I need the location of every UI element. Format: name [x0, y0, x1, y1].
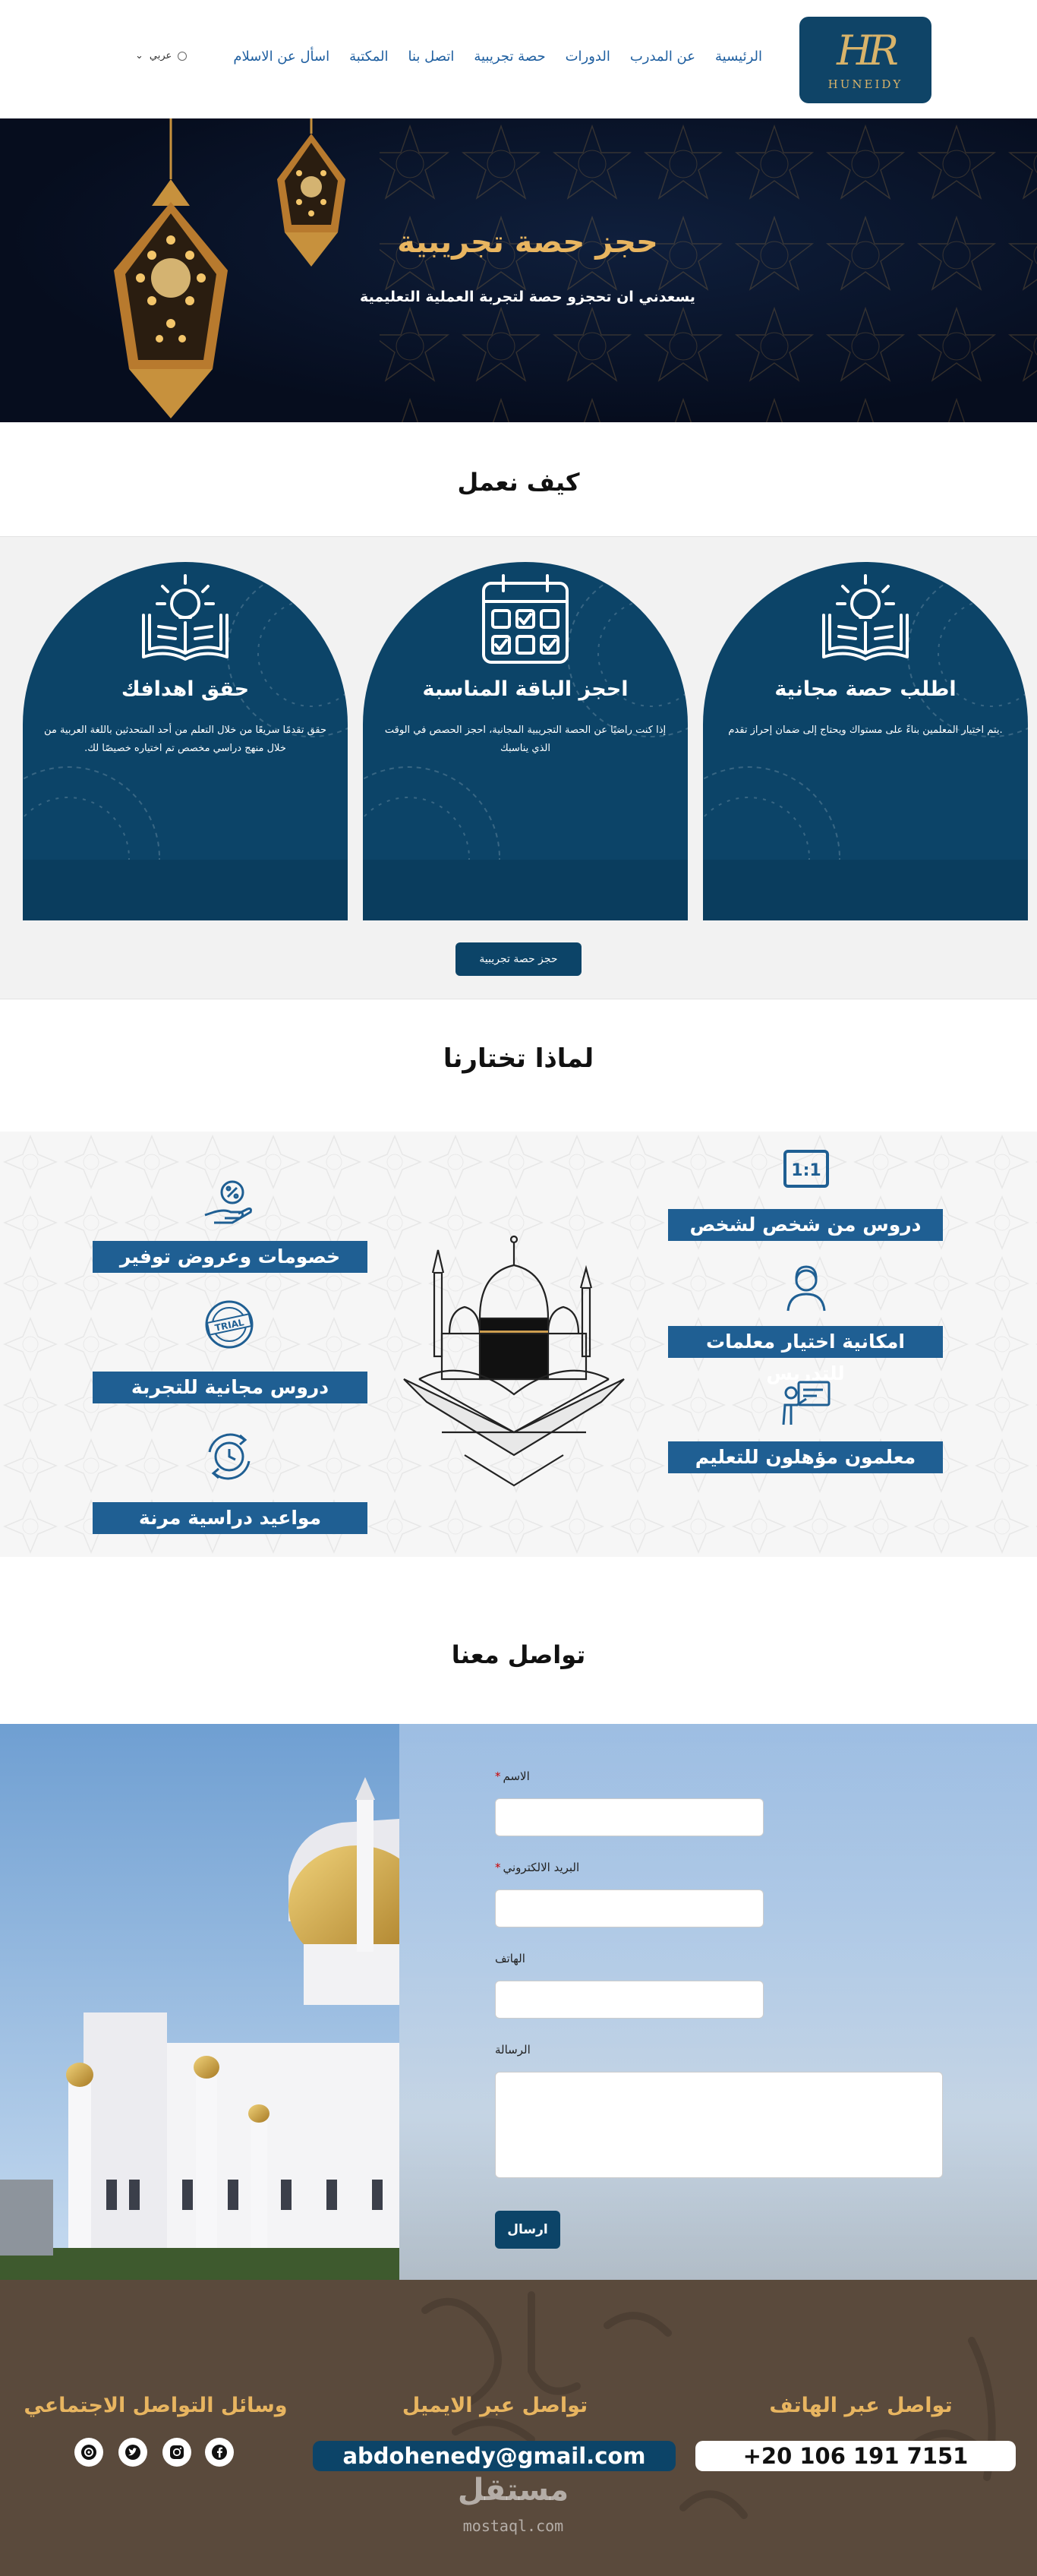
step-card-book-package	[363, 562, 688, 920]
nav-ask-about-islam[interactable]: اسأل عن الاسلام	[233, 49, 330, 65]
site-header	[0, 0, 1037, 118]
facebook-icon[interactable]	[205, 2438, 234, 2467]
phone-input[interactable]	[495, 1981, 764, 2019]
email-input[interactable]	[495, 1889, 764, 1927]
language-switcher[interactable]	[135, 50, 187, 62]
nav-contact[interactable]: اتصل بنا	[408, 49, 455, 65]
telegram-icon[interactable]	[74, 2438, 103, 2467]
card-title: اطلب حصة مجانية	[774, 677, 957, 701]
card-footer-strip	[703, 860, 1028, 920]
logo-text: HUNEIDY	[827, 77, 903, 91]
step-card-request-free-lesson	[703, 562, 1028, 920]
name-label: * الاسم	[495, 1769, 530, 1783]
svg-text:TRIAL: TRIAL	[213, 1317, 245, 1334]
card-footer-strip	[23, 860, 348, 920]
email-address[interactable]: abdohenedy@gmail.com	[313, 2441, 676, 2471]
discount-hand-icon	[202, 1176, 257, 1230]
nav-home[interactable]: الرئيسية	[715, 49, 762, 65]
logo-mark: HR	[837, 27, 894, 74]
lantern-large-icon	[106, 118, 235, 422]
mosque-quran-illustration	[389, 1204, 639, 1493]
open-book-lightbulb-icon	[816, 570, 915, 668]
open-book-lightbulb-icon	[136, 570, 235, 668]
phone-heading: تواصل عبر الهاتف	[769, 2394, 953, 2417]
logo[interactable]	[799, 17, 931, 103]
step-card-achieve-goals	[23, 562, 348, 920]
send-button[interactable]: ارسال	[495, 2211, 560, 2249]
feature-discounts: خصومات وعروض توفير	[93, 1241, 367, 1273]
main-nav	[233, 49, 762, 65]
nav-courses[interactable]: الدورات	[565, 49, 610, 65]
language-label: عربي	[149, 50, 172, 62]
card-title: حقق اهدافك	[121, 677, 250, 701]
twitter-icon[interactable]	[118, 2438, 147, 2467]
site-footer	[0, 2280, 1037, 2576]
message-textarea[interactable]	[495, 2072, 943, 2178]
nav-library[interactable]: المكتبة	[349, 49, 389, 65]
card-text: إذا كنت راضيًا عن الحصة التجريبية المجانية، احجز الحصص في الوقت الذي يناسبك	[384, 724, 667, 754]
contact-us-title: تواصل معنا	[451, 1640, 586, 1669]
email-heading: تواصل عبر الايميل	[402, 2394, 588, 2417]
feature-qualified-teachers: معلمون مؤهلون للتعليم	[668, 1441, 943, 1473]
teacher-board-icon	[779, 1376, 834, 1431]
one-to-one-icon	[779, 1144, 834, 1198]
nav-trial-lesson[interactable]: حصة تجريبية	[474, 49, 546, 65]
name-input[interactable]	[495, 1798, 764, 1836]
email-label: * البريد الالكتروني	[495, 1861, 580, 1874]
female-teacher-icon	[779, 1261, 834, 1315]
how-we-work-title: كيف نعمل	[457, 468, 580, 497]
phone-number[interactable]: +20 106 191 7151	[695, 2441, 1016, 2471]
nav-about-trainer[interactable]: عن المدرب	[629, 49, 695, 65]
why-choose-us-title: لماذا تختارنا	[443, 1043, 594, 1074]
watermark-url: mostaql.com	[462, 2517, 564, 2535]
card-title: احجز الباقة المناسبة	[422, 677, 629, 701]
chevron-down-icon: ⌄	[135, 50, 143, 62]
card-text: حقق تقدمًا سريعًا من خلال التعلم من أحد المتحدثين باللغة العربية من خلال منهج دراسي مخصص تم اختياره خصيصًا لك.	[43, 724, 327, 754]
svg-text:1:1: 1:1	[791, 1161, 821, 1180]
card-footer-strip	[363, 860, 688, 920]
feature-one-to-one: دروس من شخص لشخص	[668, 1209, 943, 1241]
instagram-icon[interactable]	[162, 2438, 191, 2467]
hero-subtitle: يسعدني ان تحجزو حصة لتجربة العملية التعليمية	[360, 289, 695, 305]
hero-banner	[0, 118, 1037, 422]
watermark-text: مستقل	[457, 2473, 569, 2508]
feature-female-teachers: امكانية اختيار معلمات للتدريس	[668, 1326, 943, 1358]
calendar-check-icon	[476, 570, 575, 668]
message-label: الرسالة	[495, 2043, 531, 2057]
flexible-clock-icon	[202, 1429, 257, 1484]
feature-flexible-schedule: مواعيد دراسية مرنة	[93, 1502, 367, 1534]
mosque-photo	[0, 1724, 399, 2280]
hero-title: حجز حصة تجريبية	[397, 225, 658, 260]
book-trial-button[interactable]: حجز حصة تجريبية	[455, 942, 582, 976]
phone-label: الهاتف	[495, 1952, 525, 1965]
social-heading: وسائل التواصل الاجتماعي	[24, 2394, 288, 2417]
globe-icon	[178, 52, 187, 61]
card-text: .يتم اختيار المعلمين بناءً على مستواك ويحتاج إلى ضمان إحراز تقدم	[728, 724, 1003, 736]
feature-free-trial: دروس مجانية للتجربة	[93, 1372, 367, 1403]
trial-stamp-icon	[202, 1297, 257, 1352]
